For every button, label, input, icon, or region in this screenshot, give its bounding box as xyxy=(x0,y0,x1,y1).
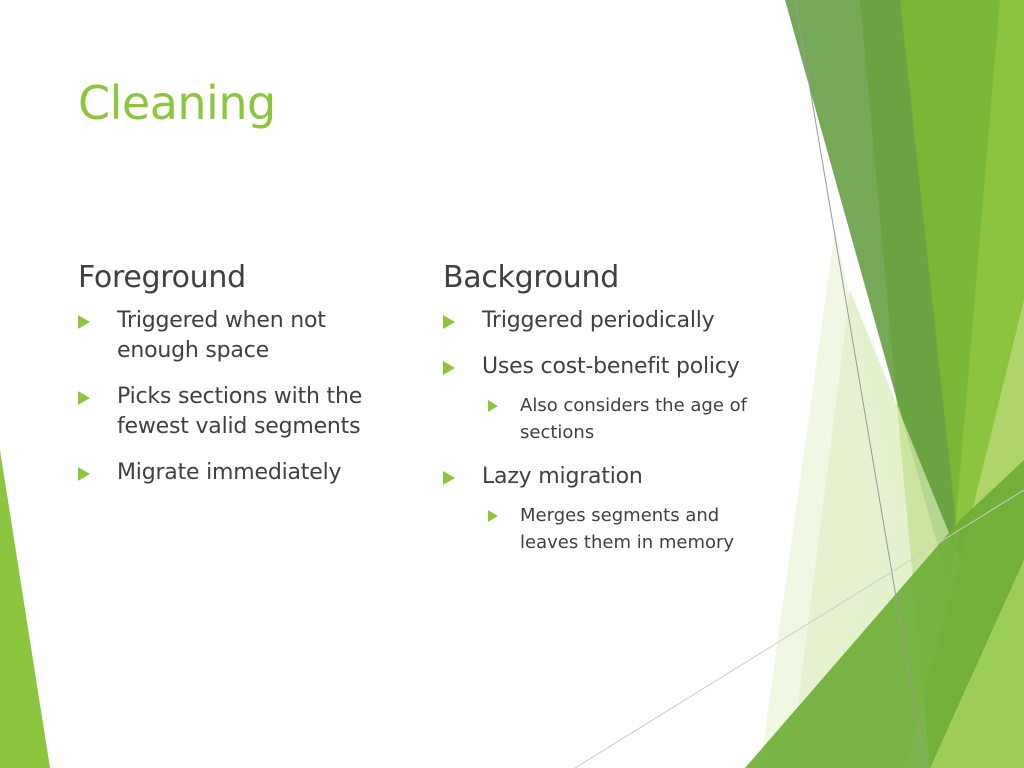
sub-bullet-text: Merges segments and leaves them in memory xyxy=(520,505,735,553)
bullet-text: Triggered when not enough space xyxy=(117,308,326,363)
bullet-text: Triggered periodically xyxy=(482,308,715,333)
sub-bullet-text: Also considers the age of sections xyxy=(520,395,747,443)
triangle-bullet-icon xyxy=(488,400,498,412)
bullet-text: Lazy migration xyxy=(482,464,643,489)
sub-list-item xyxy=(488,392,783,446)
slide-title: Cleaning xyxy=(78,76,276,130)
bullet-text: Uses cost-benefit policy xyxy=(482,354,740,379)
triangle-bullet-icon xyxy=(443,471,455,485)
triangle-bullet-icon xyxy=(443,315,455,329)
background-heading: Background xyxy=(443,260,619,295)
list-item xyxy=(78,382,408,442)
bullet-text: Picks sections with the fewest valid segments xyxy=(117,384,363,439)
background-column xyxy=(443,260,783,572)
list-item xyxy=(78,306,408,366)
triangle-bullet-icon xyxy=(78,467,90,481)
list-item xyxy=(443,352,783,382)
triangle-bullet-icon xyxy=(78,391,90,405)
triangle-bullet-icon xyxy=(488,510,498,522)
list-item xyxy=(78,458,408,488)
list-item xyxy=(443,306,783,336)
foreground-column xyxy=(78,260,408,504)
list-item xyxy=(443,462,783,492)
triangle-bullet-icon xyxy=(78,315,90,329)
sub-list-item xyxy=(488,502,783,556)
triangle-bullet-icon xyxy=(443,361,455,375)
left-green-sliver xyxy=(0,450,50,768)
foreground-bullet-list xyxy=(78,306,408,488)
foreground-heading: Foreground xyxy=(78,260,246,295)
background-bullet-list xyxy=(443,306,783,556)
bullet-text: Migrate immediately xyxy=(117,460,342,485)
